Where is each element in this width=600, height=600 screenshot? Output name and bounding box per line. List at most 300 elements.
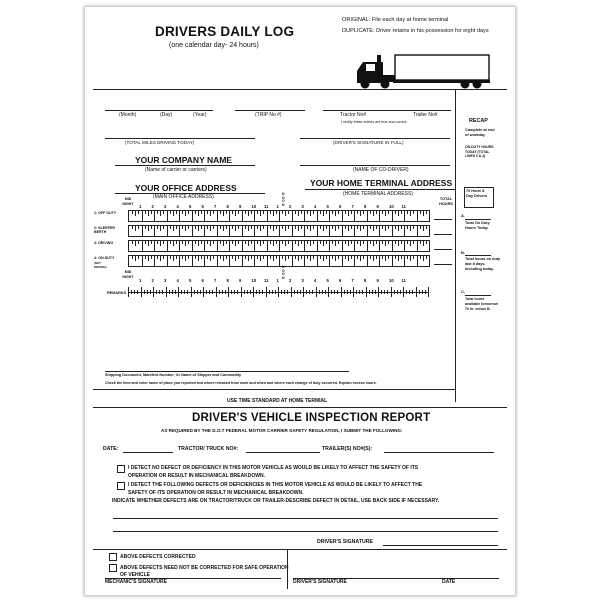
- quarter-tick: [245, 241, 246, 244]
- hour-divider: [254, 241, 255, 251]
- quarter-tick: [326, 211, 327, 214]
- remarks-quarter-tick: [247, 290, 248, 294]
- quarter-tick: [376, 241, 377, 244]
- quarter-tick: [298, 241, 299, 246]
- hour-divider: [254, 211, 255, 221]
- remarks-quarter-tick: [284, 290, 285, 294]
- dvir-tractor-line[interactable]: [246, 452, 320, 453]
- dvir-driver-signature-label-2: DRIVER'S SIGNATURE: [293, 579, 347, 585]
- defect-line-1[interactable]: [113, 518, 498, 519]
- quarter-tick: [407, 226, 408, 229]
- remarks-quarter-tick: [312, 290, 313, 294]
- remarks-quarter-tick: [162, 290, 163, 294]
- remarks-quarter-tick: [131, 290, 132, 294]
- hour-divider: [279, 211, 280, 221]
- remarks-quarter-tick: [356, 290, 357, 294]
- co-driver-line[interactable]: [300, 165, 450, 166]
- quarter-tick: [423, 211, 424, 216]
- hour-label: 9: [376, 278, 379, 283]
- quarter-tick: [238, 241, 239, 244]
- not-needed-label-2: OF VEHICLE: [120, 572, 151, 578]
- remarks-quarter-tick: [237, 290, 238, 294]
- hour-divider: [167, 226, 168, 236]
- home-terminal-address: YOUR HOME TERMINAL ADDRESS: [310, 178, 453, 188]
- time-standard-note: USE TIME STANDARD AT HOME TERMIAL: [227, 398, 328, 404]
- quarter-tick: [257, 226, 258, 229]
- hour-divider: [217, 256, 218, 266]
- hour-label: 10: [251, 204, 257, 209]
- hour-divider: [267, 241, 268, 251]
- quarter-tick: [245, 211, 246, 214]
- hour-divider: [229, 211, 230, 221]
- dvir-date-label: DATE:: [103, 446, 119, 452]
- quarter-tick: [132, 256, 133, 259]
- quarter-tick: [251, 226, 252, 229]
- quarter-tick: [173, 211, 174, 216]
- quarter-tick: [198, 241, 199, 246]
- hour-divider: [217, 211, 218, 221]
- dvir-date-line[interactable]: [123, 452, 173, 453]
- quarter-tick: [198, 211, 199, 216]
- quarter-tick: [195, 256, 196, 259]
- quarter-tick: [273, 256, 274, 261]
- quarter-tick: [288, 256, 289, 259]
- remarks-quarter-tick: [194, 290, 195, 294]
- quarter-tick: [407, 256, 408, 259]
- quarter-tick: [413, 211, 414, 214]
- quarter-tick: [210, 256, 211, 261]
- quarter-tick: [248, 226, 249, 231]
- quarter-tick: [185, 211, 186, 216]
- quarter-tick: [288, 241, 289, 244]
- remarks-quarter-tick: [175, 290, 176, 294]
- tractor-no-label: Tractor No#: [340, 112, 367, 118]
- quarter-tick: [160, 256, 161, 261]
- hour-label: 11: [264, 204, 269, 209]
- hour-divider: [229, 241, 230, 251]
- hour-divider: [354, 241, 355, 251]
- hour-divider: [229, 256, 230, 266]
- quarter-tick: [207, 256, 208, 259]
- quarter-tick: [163, 256, 164, 259]
- dvir-title: DRIVER'S VEHICLE INSPECTION REPORT: [192, 412, 431, 424]
- remarks-quarter-tick: [234, 290, 235, 294]
- quarter-tick: [151, 226, 152, 229]
- remarks-quarter-tick: [159, 290, 160, 294]
- quarter-tick: [420, 226, 421, 229]
- quarter-tick: [345, 226, 346, 229]
- duty-row-cells[interactable]: [128, 225, 430, 237]
- hour-label: 4: [314, 278, 317, 283]
- duty-row-cells[interactable]: [128, 210, 430, 222]
- hour-divider: [292, 256, 293, 266]
- remarks-quarter-tick: [422, 290, 423, 294]
- remarks-quarter-tick: [362, 290, 363, 294]
- recap-complete: Complete at end of workday: [465, 128, 495, 137]
- quarter-tick: [195, 241, 196, 244]
- defect-line-2[interactable]: [113, 531, 498, 532]
- quarter-tick: [235, 211, 236, 216]
- quarter-tick: [376, 226, 377, 229]
- hour-label: 8: [226, 204, 229, 209]
- hour-divider: [217, 241, 218, 251]
- row-total-line[interactable]: [434, 219, 452, 220]
- indicate-text: INDICATE WHETHER DEFECTS ARE ON TRACTOR/TRUCK OR TRAILER-DESCRIBE DEFECT IN DETAIL, USE BACK SIDE IF NECESSARY.: [112, 498, 440, 504]
- hour-divider: [179, 226, 180, 236]
- quarter-tick: [238, 256, 239, 259]
- quarter-tick: [210, 241, 211, 246]
- quarter-tick: [338, 211, 339, 214]
- quarter-tick: [348, 211, 349, 216]
- duty-row-cells[interactable]: [128, 255, 430, 267]
- quarter-tick: [307, 226, 308, 229]
- quarter-tick: [363, 241, 364, 244]
- hour-label: 2: [289, 204, 292, 209]
- quarter-tick: [310, 226, 311, 231]
- defects-corrected-checkbox[interactable]: [109, 553, 117, 561]
- row-total-line[interactable]: [434, 234, 452, 235]
- hour-divider: [329, 241, 330, 251]
- row-total-line[interactable]: [434, 249, 452, 250]
- duty-row-label: 4: ON DUTY: [94, 256, 115, 260]
- quarter-tick: [135, 256, 136, 261]
- quarter-tick: [370, 256, 371, 259]
- dvir-trailer-line[interactable]: [384, 452, 494, 453]
- duty-row-label: 3: DRIVING: [94, 241, 114, 245]
- not-needed-checkbox[interactable]: [109, 564, 117, 572]
- not-needed-label-1: ABOVE DEFECTS NEED NOT BE CORRECTED FOR SAFE OPERATION: [120, 565, 289, 571]
- quarter-tick: [213, 226, 214, 229]
- hour-label: 8: [364, 278, 367, 283]
- hour-divider: [292, 241, 293, 251]
- trip-label: (TRIP No #): [255, 112, 282, 118]
- remarks-quarter-tick: [147, 290, 148, 294]
- quarter-tick: [348, 241, 349, 246]
- quarter-tick: [285, 241, 286, 246]
- remarks-quarter-tick: [400, 290, 401, 294]
- duplicate-note: DUPLICATE: Driver retains in his possession for eight days: [342, 28, 489, 34]
- hour-divider: [292, 211, 293, 221]
- hour-divider: [279, 226, 280, 236]
- hour-divider: [167, 256, 168, 266]
- quarter-tick: [332, 241, 333, 244]
- quarter-tick: [151, 241, 152, 244]
- quarter-tick: [301, 256, 302, 259]
- quarter-tick: [407, 241, 408, 244]
- remarks-quarter-tick: [319, 290, 320, 294]
- quarter-tick: [326, 226, 327, 229]
- quarter-tick: [207, 211, 208, 214]
- quarter-tick: [260, 226, 261, 231]
- hour-label: 11: [401, 204, 406, 209]
- hour-divider: [242, 256, 243, 266]
- trailer-no-label: Trailer No#: [413, 112, 438, 118]
- quarter-tick: [310, 211, 311, 216]
- quarter-tick: [260, 241, 261, 246]
- quarter-tick: [398, 226, 399, 231]
- quarter-tick: [385, 256, 386, 261]
- remarks-quarter-tick: [222, 290, 223, 294]
- no-defect-checkbox[interactable]: [117, 465, 125, 473]
- defect-checkbox[interactable]: [117, 482, 125, 490]
- remarks-quarter-tick: [156, 290, 157, 294]
- date-line[interactable]: [105, 110, 213, 111]
- quarter-tick: [157, 226, 158, 229]
- tractor-line[interactable]: [323, 110, 451, 111]
- quarter-tick: [270, 226, 271, 229]
- remarks-hour-tick: [216, 287, 217, 297]
- hour-divider: [392, 226, 393, 236]
- hour-label: 1: [139, 204, 142, 209]
- remarks-quarter-tick: [250, 290, 251, 294]
- quarter-tick: [298, 256, 299, 261]
- quarter-tick: [251, 241, 252, 244]
- quarter-tick: [263, 211, 264, 214]
- quarter-tick: [198, 226, 199, 231]
- hour-divider: [354, 226, 355, 236]
- quarter-tick: [401, 211, 402, 214]
- quarter-tick: [160, 211, 161, 216]
- quarter-tick: [276, 241, 277, 244]
- remarks-quarter-tick: [384, 290, 385, 294]
- quarter-tick: [188, 226, 189, 229]
- quarter-tick: [207, 241, 208, 244]
- shipping-line[interactable]: [105, 371, 349, 372]
- hour-divider: [192, 256, 193, 266]
- quarter-tick: [423, 241, 424, 246]
- hour-divider: [229, 226, 230, 236]
- original-note: ORIGINAL: File each day at home terminal: [342, 17, 449, 23]
- quarter-tick: [273, 241, 274, 246]
- remarks-hour-tick: [228, 287, 229, 297]
- quarter-tick: [201, 241, 202, 244]
- quarter-tick: [388, 256, 389, 259]
- quarter-tick: [301, 226, 302, 229]
- quarter-tick: [263, 226, 264, 229]
- trip-line[interactable]: [235, 110, 305, 111]
- quarter-tick: [270, 256, 271, 259]
- quarter-tick: [138, 226, 139, 229]
- recap-b-line[interactable]: [465, 255, 491, 256]
- quarter-tick: [313, 241, 314, 244]
- quarter-tick: [170, 241, 171, 244]
- quarter-tick: [313, 211, 314, 214]
- remarks-quarter-tick: [334, 290, 335, 294]
- quarter-tick: [338, 226, 339, 229]
- hour-divider: [379, 256, 380, 266]
- remarks-quarter-tick: [137, 290, 138, 294]
- hour-divider: [292, 226, 293, 236]
- day-label: (Day): [160, 112, 173, 118]
- lower-divider: [93, 549, 507, 550]
- remarks-quarter-tick: [219, 290, 220, 294]
- row-total-line[interactable]: [434, 264, 452, 265]
- company-line[interactable]: [115, 165, 255, 166]
- hour-divider: [267, 256, 268, 266]
- quarter-tick: [176, 241, 177, 244]
- quarter-tick: [320, 256, 321, 259]
- quarter-tick: [298, 226, 299, 231]
- hour-label: 3: [164, 278, 167, 283]
- quarter-tick: [157, 241, 158, 244]
- hour-divider: [242, 226, 243, 236]
- quarter-tick: [351, 241, 352, 244]
- quarter-tick: [382, 241, 383, 244]
- quarter-tick: [423, 256, 424, 261]
- hour-label: 7: [214, 278, 217, 283]
- quarter-tick: [413, 241, 414, 244]
- quarter-tick: [395, 241, 396, 244]
- quarter-tick: [348, 256, 349, 261]
- hour-divider: [204, 241, 205, 251]
- driver-signature-line[interactable]: [300, 138, 450, 139]
- driver-signature-label: (DRIVER'S SIGNATURE IN FULL): [333, 140, 404, 145]
- remarks-quarter-tick: [256, 290, 257, 294]
- quarter-tick: [182, 241, 183, 244]
- remarks-hour-tick: [403, 287, 404, 297]
- remarks-hour-tick: [153, 287, 154, 297]
- hour-divider: [417, 211, 418, 221]
- hour-divider: [142, 241, 143, 251]
- quarter-tick: [288, 226, 289, 229]
- quarter-tick: [138, 241, 139, 244]
- quarter-tick: [213, 256, 214, 259]
- hour-divider: [192, 211, 193, 221]
- remarks-quarter-tick: [262, 290, 263, 294]
- duty-row-cells[interactable]: [128, 240, 430, 252]
- mechanic-signature-label: MECHANIC'S SIGNATURE: [105, 579, 167, 585]
- quarter-tick: [407, 211, 408, 214]
- total-miles-label: (TOTAL MILES DRIVING TODAY): [125, 140, 195, 145]
- month-label: (Month): [119, 112, 137, 118]
- quarter-tick: [148, 211, 149, 216]
- hour-divider: [267, 211, 268, 221]
- hour-label: 7: [214, 204, 217, 209]
- hour-divider: [417, 241, 418, 251]
- quarter-tick: [282, 211, 283, 214]
- quarter-tick: [195, 211, 196, 214]
- quarter-tick: [388, 241, 389, 244]
- quarter-tick: [138, 256, 139, 259]
- quarter-tick: [332, 226, 333, 229]
- remarks-quarter-tick: [306, 290, 307, 294]
- quarter-tick: [260, 256, 261, 261]
- remarks-scale[interactable]: [128, 287, 492, 297]
- remarks-quarter-tick: [259, 290, 260, 294]
- hour-divider: [367, 241, 368, 251]
- quarter-tick: [132, 211, 133, 214]
- remarks-quarter-tick: [206, 290, 207, 294]
- remarks-quarter-tick: [397, 290, 398, 294]
- quarter-tick: [420, 241, 421, 244]
- quarter-tick: [370, 226, 371, 229]
- quarter-tick: [148, 241, 149, 246]
- total-miles-line[interactable]: [105, 138, 255, 139]
- quarter-tick: [226, 226, 227, 229]
- home-terminal-line[interactable]: [305, 189, 455, 190]
- hour-divider: [304, 241, 305, 251]
- noon-label-bottom: NOON: [282, 265, 285, 280]
- quarter-tick: [182, 256, 183, 259]
- hour-divider: [217, 226, 218, 236]
- quarter-tick: [351, 211, 352, 214]
- quarter-tick: [348, 226, 349, 231]
- quarter-tick: [213, 241, 214, 244]
- quarter-tick: [151, 211, 152, 214]
- remarks-quarter-tick: [372, 290, 373, 294]
- remarks-hour-tick: [428, 287, 429, 297]
- hour-label: 1: [276, 278, 279, 283]
- quarter-tick: [345, 211, 346, 214]
- quarter-tick: [360, 256, 361, 261]
- hour-divider: [342, 211, 343, 221]
- remarks-quarter-tick: [325, 290, 326, 294]
- quarter-tick: [213, 211, 214, 214]
- quarter-tick: [232, 211, 233, 214]
- dvir-date-label-2: DATE: [442, 579, 456, 585]
- carrier-label: (Name of carrier or carriers): [145, 167, 207, 173]
- quarter-tick: [310, 241, 311, 246]
- dvir-driver-signature-line[interactable]: [383, 545, 498, 546]
- recap-a-line[interactable]: [465, 219, 491, 220]
- hour-divider: [329, 256, 330, 266]
- quarter-tick: [238, 211, 239, 214]
- quarter-tick: [248, 241, 249, 246]
- quarter-tick: [357, 211, 358, 214]
- quarter-tick: [326, 256, 327, 259]
- quarter-tick: [285, 256, 286, 261]
- quarter-tick: [260, 211, 261, 216]
- co-driver-label: (NAME OF CO-DRIVER): [353, 167, 409, 173]
- hour-label: 3: [164, 204, 167, 209]
- quarter-tick: [201, 226, 202, 229]
- form-title: DRIVERS DAILY LOG: [155, 24, 295, 39]
- quarter-tick: [398, 211, 399, 216]
- remarks-hour-tick: [178, 287, 179, 297]
- recap-on-duty: ON-DUTY HOURS TODAY (TOTAL LINES 3 & 4): [465, 145, 494, 158]
- quarter-tick: [170, 226, 171, 229]
- hour-divider: [379, 211, 380, 221]
- hour-divider: [167, 211, 168, 221]
- quarter-tick: [145, 211, 146, 214]
- section-divider: [93, 407, 507, 408]
- hour-divider: [154, 241, 155, 251]
- quarter-tick: [157, 256, 158, 259]
- quarter-tick: [195, 226, 196, 229]
- quarter-tick: [245, 226, 246, 229]
- hour-label: 6: [201, 204, 204, 209]
- quarter-tick: [395, 211, 396, 214]
- remarks-quarter-tick: [412, 290, 413, 294]
- remarks-hour-tick: [266, 287, 267, 297]
- quarter-tick: [220, 241, 221, 244]
- total-hours-header: TOTAL HOURS: [439, 197, 453, 206]
- quarter-tick: [188, 241, 189, 244]
- recap-title: RECAP: [469, 118, 488, 124]
- quarter-tick: [232, 256, 233, 259]
- quarter-tick: [173, 241, 174, 246]
- quarter-tick: [307, 241, 308, 244]
- quarter-tick: [373, 211, 374, 216]
- hour-label: 7: [351, 278, 354, 283]
- remarks-quarter-tick: [197, 290, 198, 294]
- quarter-tick: [376, 256, 377, 259]
- quarter-tick: [276, 226, 277, 229]
- remarks-quarter-tick: [244, 290, 245, 294]
- defect-text-2: SAFETY OF ITS OPERATION OR RESULT IN MECHANICAL BREAKDOWN.: [128, 490, 304, 496]
- remarks-label: REMARKS: [107, 291, 127, 295]
- quarter-tick: [251, 256, 252, 259]
